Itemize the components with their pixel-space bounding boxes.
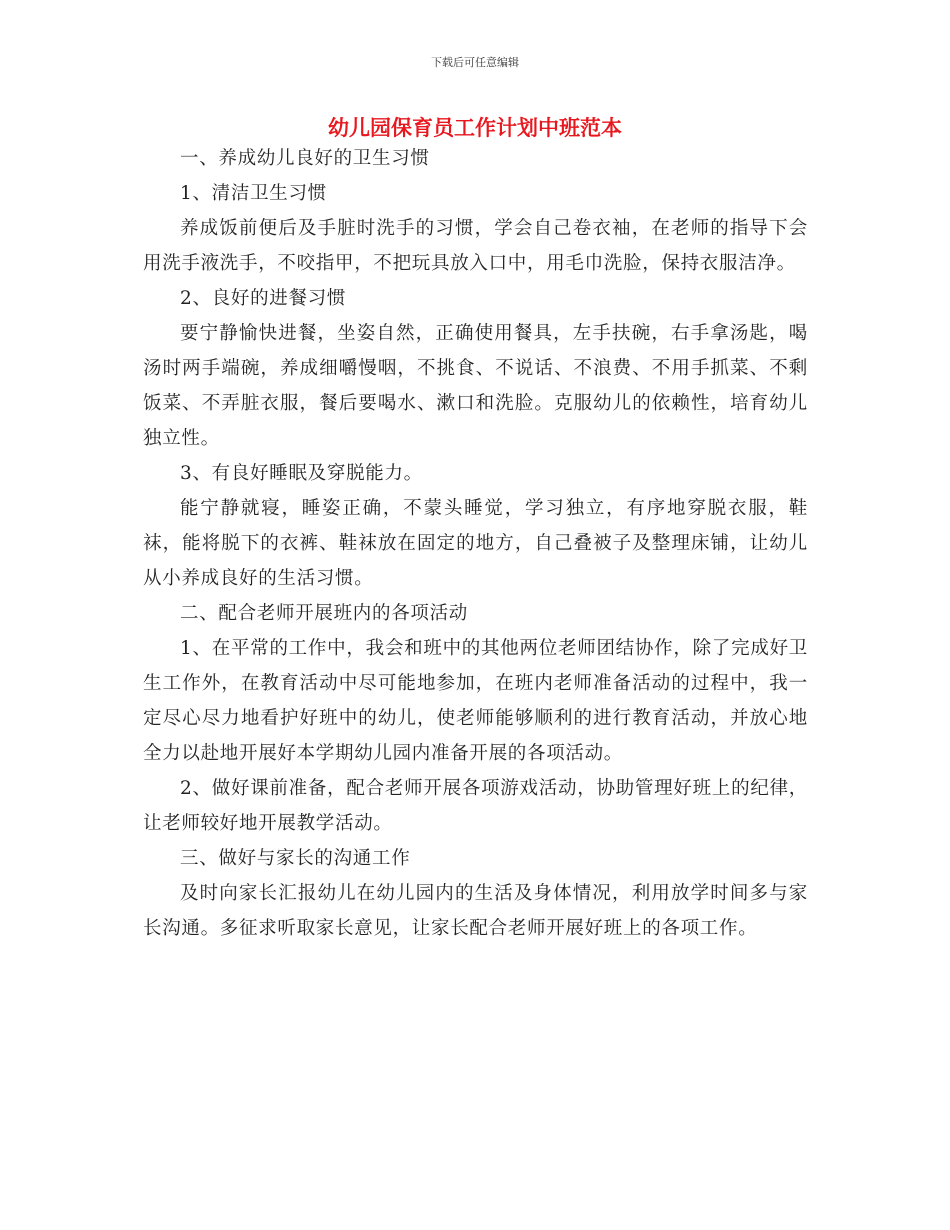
section-heading-3: 三、做好与家长的沟通工作: [180, 848, 411, 869]
document-title: 幼儿园保育员工作计划中班范本: [328, 116, 622, 140]
paragraph-3-1: 及时向家长汇报幼儿在幼儿园内的生活及身体情况，利用放学时间多与家长沟通。多征求听取家长意见，让家长配合老师开展好班上的各项工作。: [143, 883, 808, 939]
header-note: 下载后可任意编辑: [431, 56, 519, 69]
document-body: [143, 141, 808, 946]
paragraph-1-3: 能宁静就寝，睡姿正确，不蒙头睡觉，学习独立，有序地穿脱衣服，鞋袜，能将脱下的衣裤、鞋袜放在固定的地方，自己叠被子及整理床铺，让幼儿从小养成良好的生活习惯。: [143, 498, 808, 589]
subheading-1-3: 3、有良好睡眠及穿脱能力。: [180, 463, 423, 484]
paragraph-1-2: 要宁静愉快进餐，坐姿自然，正确使用餐具，左手扶碗，右手拿汤匙，喝汤时两手端碗，养成细嚼慢咽，不挑食、不说话、不浪费、不用手抓菜、不剩饭菜、不弄脏衣服，餐后要喝水、漱口和洗脸。克服幼儿的依赖性，培育幼儿独立性。: [143, 323, 808, 449]
subheading-1-2: 2、良好的进餐习惯: [180, 288, 347, 309]
section-heading-2: 二、配合老师开展班内的各项活动: [180, 603, 469, 624]
section-heading-1: 一、养成幼儿良好的卫生习惯: [180, 148, 430, 169]
paragraph-2-1: 1、在平常的工作中，我会和班中的其他两位老师团结协作，除了完成好卫生工作外，在教育活动中尽可能地参加，在班内老师准备活动的过程中，我一定尽心尽力地看护好班中的幼儿，使老师能够顺利的进行教育活动，并放心地全力以赴地开展好本学期幼儿园内准备开展的各项活动。: [143, 638, 808, 764]
paragraph-1-1: 养成饭前便后及手脏时洗手的习惯，学会自己卷衣袖，在老师的指导下会用洗手液洗手，不咬指甲，不把玩具放入口中，用毛巾洗脸，保持衣服洁净。: [143, 218, 808, 274]
paragraph-2-2: 2、做好课前准备，配合老师开展各项游戏活动，协助管理好班上的纪律，让老师较好地开展教学活动。: [143, 778, 808, 834]
subheading-1-1: 1、清洁卫生习惯: [180, 183, 327, 204]
